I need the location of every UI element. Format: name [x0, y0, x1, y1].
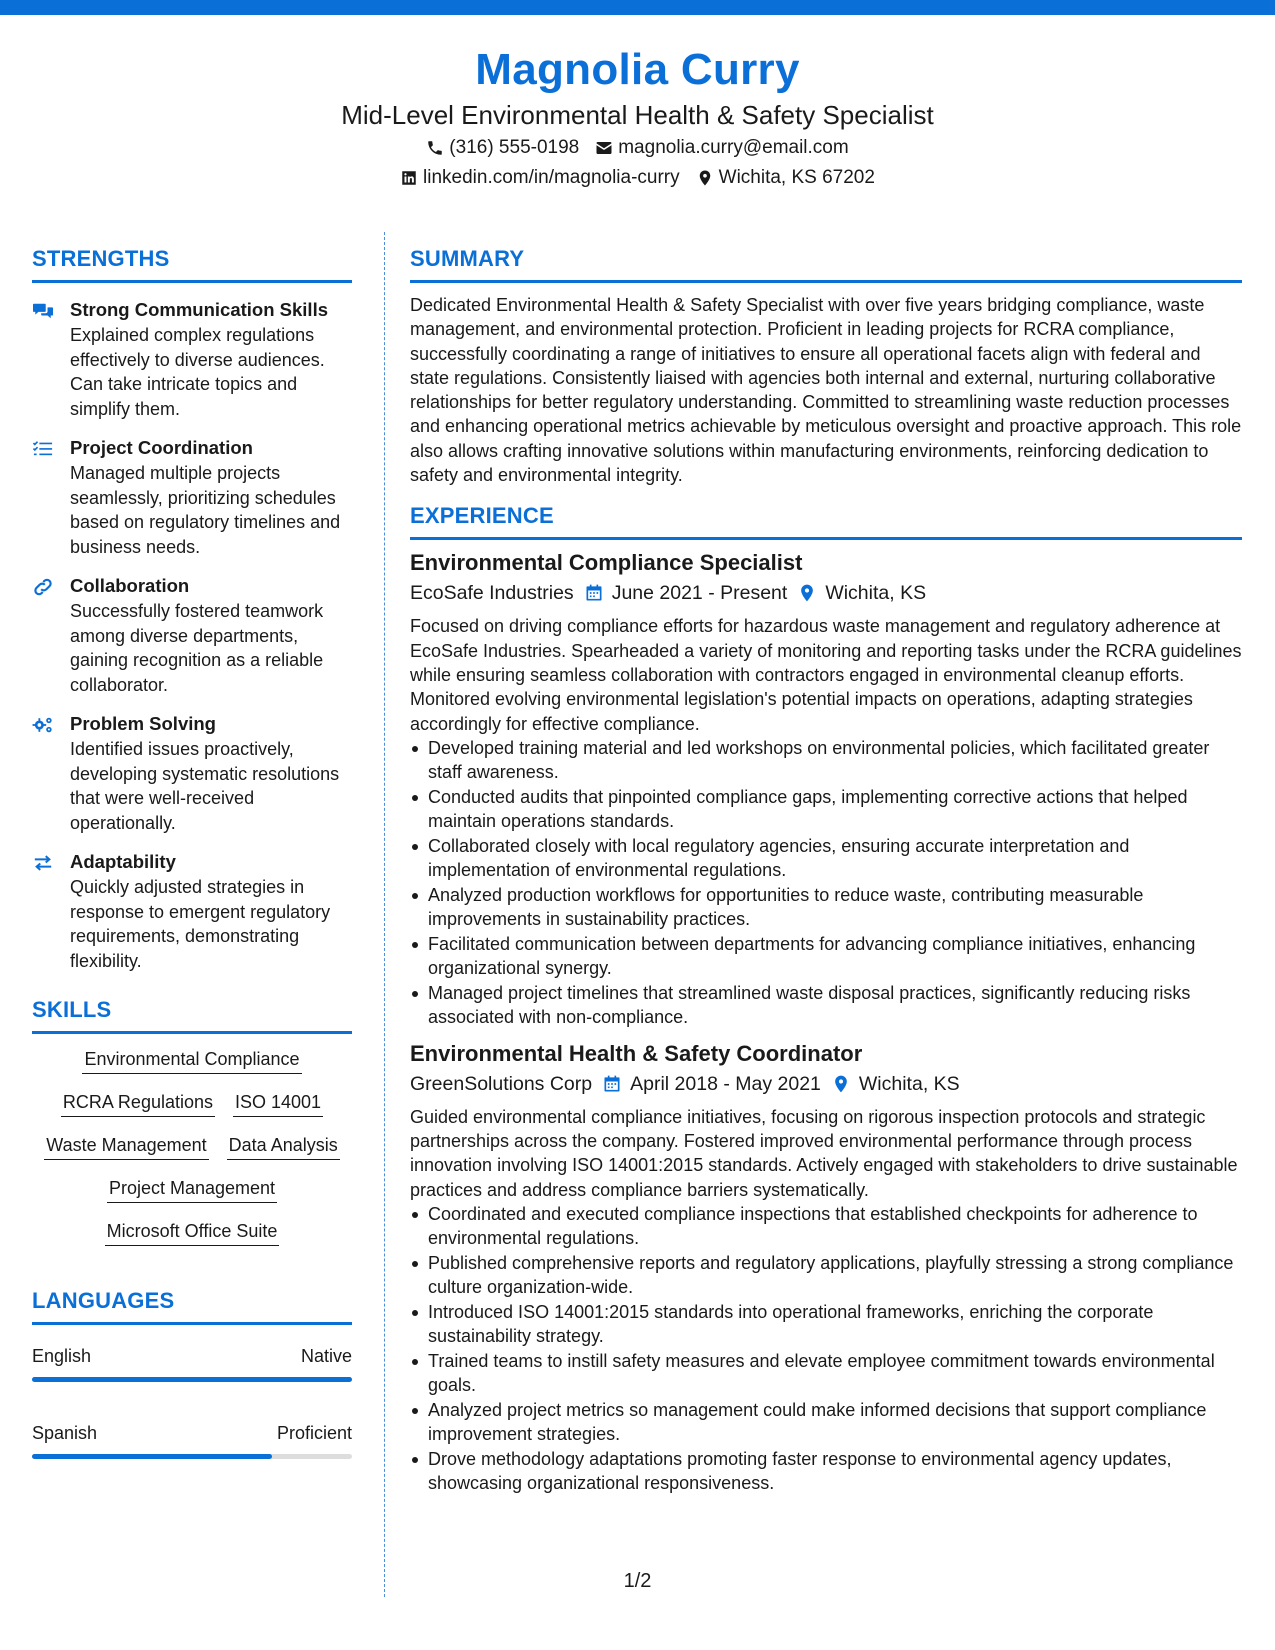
language-bar — [32, 1377, 352, 1382]
page-number: 1/2 — [623, 1570, 652, 1592]
phone-icon — [426, 139, 444, 157]
job-dates: April 2018 - May 2021 — [630, 1072, 821, 1095]
list-item: Analyzed production workflows for opportunities to reduce waste, contributing measurable improvements in sustainability practices. — [410, 883, 1242, 931]
list-item: Conducted audits that pinpointed compliance gaps, implementing corrective actions that helped maintain operations standards. — [410, 785, 1242, 833]
list-item: Introduced ISO 14001:2015 standards into operational frameworks, enriching the corporate sustainability strategy. — [410, 1300, 1242, 1348]
chat-icon — [32, 301, 54, 321]
list-item: Drove methodology adaptations promoting faster response to environmental agency updates, showcasing organizational responsiveness. — [410, 1447, 1242, 1495]
strength-desc: Identified issues proactively, developing systematic resolutions that were well-received operationally. — [70, 739, 340, 833]
candidate-title: Mid-Level Environmental Health & Safety Specialist — [341, 100, 934, 130]
job-bullets — [410, 736, 1242, 1029]
strength-title: Collaboration — [70, 575, 190, 596]
left-column — [32, 244, 352, 1497]
right-column — [410, 244, 1242, 1496]
job-location: Wichita, KS — [825, 582, 927, 605]
contact-row-2 — [0, 164, 1275, 192]
job-entry — [410, 1039, 1242, 1495]
job-title: Environmental Health & Safety Coordinator — [410, 1040, 863, 1066]
link-icon — [32, 577, 54, 597]
strength-desc: Quickly adjusted strategies in response to emergent regulatory requirements, demonstrating flexibility. — [70, 877, 331, 971]
strength-title: Problem Solving — [70, 713, 216, 734]
linkedin-icon — [400, 169, 418, 187]
location-text: Wichita, KS 67202 — [718, 167, 875, 188]
skill-row — [32, 1132, 352, 1160]
list-item: Collaborated closely with local regulatory agencies, ensuring accurate interpretation and implementation of environmental regulations. — [410, 834, 1242, 882]
job-dates: June 2021 - Present — [611, 582, 788, 605]
skill-tag: Microsoft Office Suite — [105, 1218, 280, 1246]
strengths-heading: STRENGTHS — [32, 244, 352, 283]
phone-item — [426, 134, 579, 162]
email-icon — [595, 139, 613, 157]
language-level: Proficient — [276, 1423, 352, 1443]
skill-tag: Environmental Compliance — [82, 1046, 301, 1074]
language-name: English — [32, 1346, 92, 1366]
strength-item — [32, 711, 352, 835]
job-title: Environmental Compliance Specialist — [410, 550, 803, 576]
skill-tag: Waste Management — [44, 1132, 208, 1160]
list-item: Managed project timelines that streamlined waste disposal practices, significantly reducing risks associated with non-compliance. — [410, 981, 1242, 1029]
languages-heading: LANGUAGES — [32, 1286, 352, 1325]
skill-tag: Data Analysis — [227, 1132, 340, 1160]
list-item: Developed training material and led workshops on environmental policies, which facilitated greater staff awareness. — [410, 736, 1242, 784]
language-bar — [32, 1454, 352, 1459]
gears-icon — [32, 715, 54, 735]
contact-row-1 — [0, 134, 1275, 162]
strength-title: Strong Communication Skills — [70, 299, 328, 320]
skill-row — [32, 1089, 352, 1117]
skills-list — [32, 1046, 352, 1246]
skill-row — [32, 1218, 352, 1246]
email-item — [595, 134, 848, 162]
map-pin-icon — [831, 1074, 851, 1094]
job-entry — [410, 548, 1242, 1028]
skill-tag: Project Management — [107, 1175, 277, 1203]
column-divider — [384, 232, 385, 1597]
strength-desc: Managed multiple projects seamlessly, prioritizing schedules based on regulatory timelines and business needs. — [70, 463, 341, 557]
skill-tag: RCRA Regulations — [61, 1089, 215, 1117]
phone-text: (316) 555-0198 — [449, 137, 580, 158]
summary-text: Dedicated Environmental Health & Safety Specialist with over five years bridging compliance, waste management, and environmental protection. Proficient in leading projects for RCRA compliance, successfully coordinating a range of initiatives to ensure all operational facets align with federal and state regulations. Consistently liaised with agencies both internal and external, nurturing collaborative relationships for better regulatory understanding. Committed to streamlining waste reduction processes and enhancing operational metrics achievable by meticulous oversight and proactive approach. This role also allows crafting innovative solutions within manufacturing environments, reinforcing dedication to safety and environmental integrity. — [410, 295, 1242, 486]
language-bar-fill — [32, 1377, 352, 1382]
list-item: Published comprehensive reports and regulatory applications, playfully stressing a strong compliance culture organization-wide. — [410, 1251, 1242, 1299]
job-description: Guided environmental compliance initiatives, focusing on rigorous inspection protocols and strategic partnerships across the company. Fostered improved environmental performance through process innovation involving ISO 14001:2015 standards. Actively engaged with stakeholders to drive sustainable practices and address compliance barriers systematically. — [410, 1106, 1238, 1200]
map-pin-icon — [797, 583, 817, 603]
job-company: EcoSafe Industries — [410, 582, 574, 605]
strength-desc: Explained complex regulations effectively to diverse audiences. Can take intricate topics and simplify them. — [70, 325, 325, 419]
summary-heading: SUMMARY — [410, 244, 1242, 283]
job-bullets — [410, 1202, 1242, 1495]
email-text: magnolia.curry@email.com — [618, 137, 849, 158]
strength-item — [32, 849, 352, 973]
list-item: Coordinated and executed compliance inspections that established checkpoints for adherence to environmental regulations. — [410, 1202, 1242, 1250]
strength-desc: Successfully fostered teamwork among diverse departments, gaining recognition as a reliable collaborator. — [70, 601, 324, 695]
arrows-exchange-icon — [32, 853, 54, 873]
list-item: Facilitated communication between departments for advancing compliance initiatives, enhancing organizational synergy. — [410, 932, 1242, 980]
linkedin-text: linkedin.com/in/magnolia-curry — [423, 167, 680, 188]
list-item: Trained teams to instill safety measures and elevate employee commitment towards environmental goals. — [410, 1349, 1242, 1397]
language-bar-fill — [32, 1454, 272, 1459]
calendar-icon — [584, 583, 604, 603]
language-row — [32, 1343, 352, 1369]
job-meta — [410, 1069, 1242, 1099]
strength-item — [32, 573, 352, 697]
job-description: Focused on driving compliance efforts for hazardous waste management and regulatory adherence at EcoSafe Industries. Spearheaded a variety of monitoring and reporting tasks under the RCRA guidelines while ensuring seamless collaboration with contractors engaged in environmental cleanup efforts. Monitored evolving environmental legislation's potential impacts on operations, adapting strategies accordingly for effective compliance. — [410, 616, 1242, 734]
top-accent-bar — [0, 0, 1275, 15]
skill-row — [32, 1175, 352, 1203]
list-check-icon — [32, 439, 54, 459]
strength-title: Project Coordination — [70, 437, 253, 458]
job-meta — [410, 578, 1242, 608]
job-location: Wichita, KS — [858, 1072, 960, 1095]
candidate-name: Magnolia Curry — [475, 45, 800, 94]
skills-heading: SKILLS — [32, 995, 352, 1034]
strength-title: Adaptability — [70, 851, 176, 872]
calendar-icon — [602, 1074, 622, 1094]
location-item — [696, 164, 875, 192]
language-name: Spanish — [32, 1423, 98, 1443]
job-company: GreenSolutions Corp — [410, 1072, 593, 1095]
skill-row — [32, 1046, 352, 1074]
resume-header — [0, 42, 1275, 192]
strength-item — [32, 297, 352, 421]
list-item: Analyzed project metrics so management could make informed decisions that support compliance improvement strategies. — [410, 1398, 1242, 1446]
strength-item — [32, 435, 352, 559]
experience-heading: EXPERIENCE — [410, 501, 1242, 540]
linkedin-item — [400, 164, 680, 192]
skill-tag: ISO 14001 — [233, 1089, 323, 1117]
language-level: Native — [300, 1346, 352, 1366]
map-pin-icon — [696, 169, 714, 187]
language-row — [32, 1420, 352, 1446]
languages-list — [32, 1343, 352, 1459]
